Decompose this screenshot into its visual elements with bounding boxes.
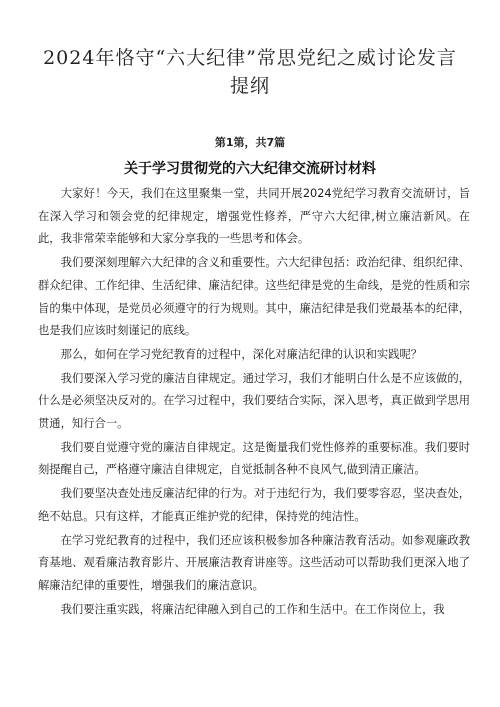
paragraph: 我们要坚决查处违反廉洁纪律的行为。对于违纪行为，我们要零容忍，坚决查处，绝不姑息。只有这样，才能真正维护党的纪律，保持党的纯洁性。 — [38, 487, 470, 523]
paragraph: 我们要深入学习党的廉洁自律规定。通过学习，我们才能明白什么是不应该做的，什么是必须坚决反对的。在学习过程中，我们要结合实际，深入思考，真正做到学思用贯通，知行合一。 — [38, 371, 470, 431]
article-title: 关于学习贯彻党的六大纪律交流研讨材料 — [124, 161, 376, 177]
paragraph: 我们要深刻理解六大纪律的含义和重要性。六大纪律包括：政治纪律、组织纪律、群众纪律、工作纪律、生活纪律、廉洁纪律。这些纪律是党的生命线，是党的性质和宗旨的集中体现，是党员必须遵守的行为规则。其中，廉洁纪律是我们党最基本的纪律，也是我们应该时刻谨记的底线。 — [38, 256, 470, 338]
paragraph: 在学习党纪教育的过程中，我们还应该积极参加各种廉洁教育活动。如参观廉政教育基地、观看廉洁教育影片、开展廉洁教育讲座等。这些活动可以帮助我们更深入地了解廉洁纪律的重要性，增强我们的廉洁意识。 — [38, 533, 470, 592]
paragraph: 我们要注重实践，将廉洁纪律融入到自己的工作和生活中。在工作岗位上，我 — [60, 602, 445, 616]
document-title: 2024年恪守“六大纪律”常思党纪之威讨论发言提纲 — [43, 47, 457, 97]
paragraph: 大家好！今天，我们在这里聚集一堂，共同开展2024党纪学习教育交流研讨，旨在深入学习和领会党的纪律规定，增强党性修养，严守六大纪律,树立廉洁新风。在此，我非常荣幸能够和大家分享我的一些思考和体会。 — [38, 187, 470, 246]
paragraph: 我们要自觉遵守党的廉洁自律规定。这是衡量我们党性修养的重要标准。我们要时刻提醒自己，严格遵守廉洁自律规定，自觉抵制各种不良风气,做到清正廉洁。 — [38, 440, 470, 477]
paragraph: 那么，如何在学习党纪教育的过程中，深化对廉洁纪律的认识和实践呢？ — [60, 347, 423, 361]
section-counter: 第1第，共7篇 — [214, 136, 286, 149]
article-body — [38, 183, 470, 622]
